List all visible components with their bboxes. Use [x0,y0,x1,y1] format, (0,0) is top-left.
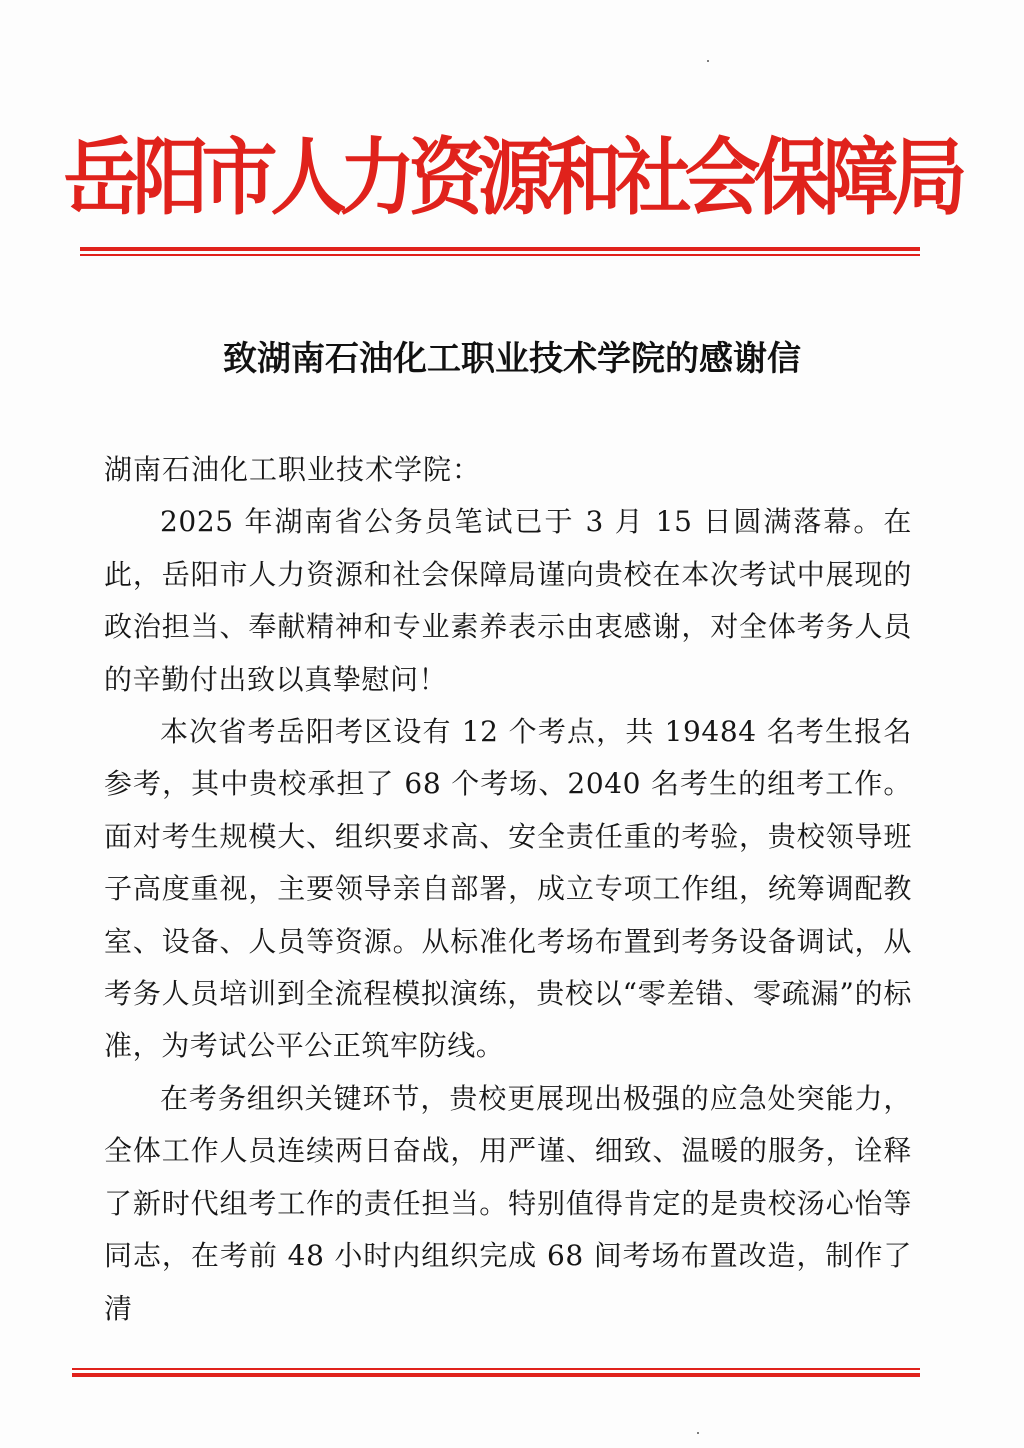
scan-speck [697,1432,699,1434]
body-paragraph-1: 2025 年湖南省公务员笔试已于 3 月 15 日圆满落幕。在此，岳阳市人力资源和社会保障局谨向贵校在本次考试中展现的政治担当、奉献精神和专业素养表示由衷感谢，对全体考务人员的辛勤付出致以真挚慰问！ [104,505,912,696]
letterhead-rule-top [80,247,920,256]
salutation: 湖南石油化工职业技术学院： [104,453,482,486]
document-body [104,444,912,1335]
document-title: 致湖南石油化工职业技术学院的感谢信 [223,339,801,379]
scan-speck [707,60,709,62]
body-paragraph-2: 本次省考岳阳考区设有 12 个考点，共 19484 名考生报名参考，其中贵校承担了 68 个考场、2040 名考生的组考工作。面对考生规模大、组织要求高、安全责任重的考验，贵校领导班子高度重视，主要领导亲自部署，成立专项工作组，统筹调配教室、设备、人员等资源。从标准化考场布置到考务设备调试，从考务人员培训到全流程模拟演练，贵校以“零差错、零疏漏”的标准，为考试公平公正筑牢防线。 [104,715,912,1063]
rule-thin-line [80,254,920,256]
body-paragraph-3: 在考务组织关键环节，贵校更展现出极强的应急处突能力，全体工作人员连续两日奋战，用严谨、细致、温暖的服务，诠释了新时代组考工作的责任担当。特别值得肯定的是贵校汤心怡等同志，在考前 48 小时内组织完成 68 间考场布置改造，制作了清 [104,1081,912,1325]
footer-rule [72,1368,920,1377]
letterhead-org-name: 岳阳市人力资源和社会保障局 [63,128,961,227]
rule-thick-line [72,1373,920,1377]
